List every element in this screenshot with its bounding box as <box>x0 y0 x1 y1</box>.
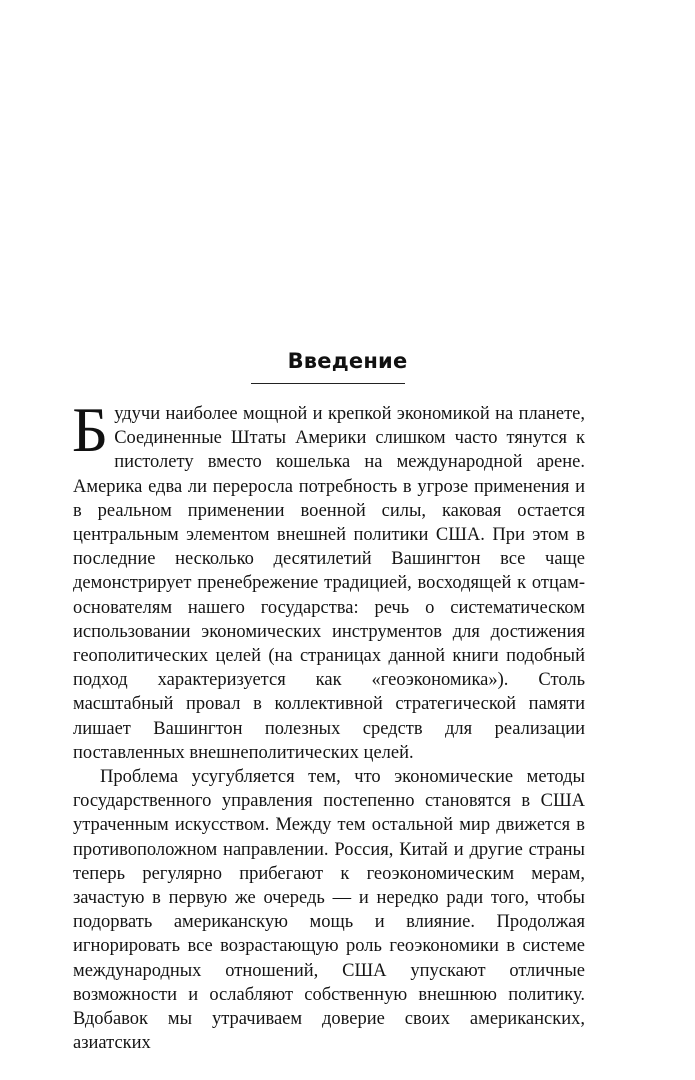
paragraph-2 <box>73 765 585 1055</box>
body-text <box>72 395 585 1055</box>
chapter-heading <box>0 346 695 376</box>
title-underline-rule <box>251 383 405 384</box>
paragraph-1 <box>72 395 585 765</box>
paragraph-2-text: Проблема усугубляется тем, что экономические методы государственного управления постепенно становятся в США утраченным искусством. Между тем остальной мир движется в противоположном направлении. Россия, Китай и другие страны теперь регулярно прибегают к геоэкономическим мерам, зачастую в первую же очередь — и нередко ради того, чтобы подорвать американскую мощь и влияние. Продолжая игнорировать все возрастающую роль геоэкономики в системе международных отношений, США упускают отличные возможности и ослабляют собственную внешнюю политику. Вдобавок мы утрачиваем доверие своих американских, азиатских <box>73 767 585 1054</box>
paragraph-1-text: удучи наиболее мощной и крепкой экономикой на планете, Соединенные Штаты Америки слишком часто тянутся к пистолету вместо кошелька на международной арене. Америка едва ли переросла потребность в угрозе применения и в реальном применении военной силы, каковая остается центральным элементом внешней политики США. При этом в последние несколько десятилетий Вашингтон все чаще демонстрирует пренебрежение традицией, восходящей к отцам-основателям нашего государства: речь о систематическом использовании экономических инструментов для достижения геополитических целей (на страницах данной книги подобный подход характеризуется как «геоэкономика»). Столь масштабный провал в коллективной стратегической памяти лишает Вашингтон полезных средств для реализации поставленных внешнеполитических целей. <box>73 404 585 763</box>
drop-cap: Б <box>72 395 109 465</box>
chapter-title: Введение <box>287 349 408 373</box>
